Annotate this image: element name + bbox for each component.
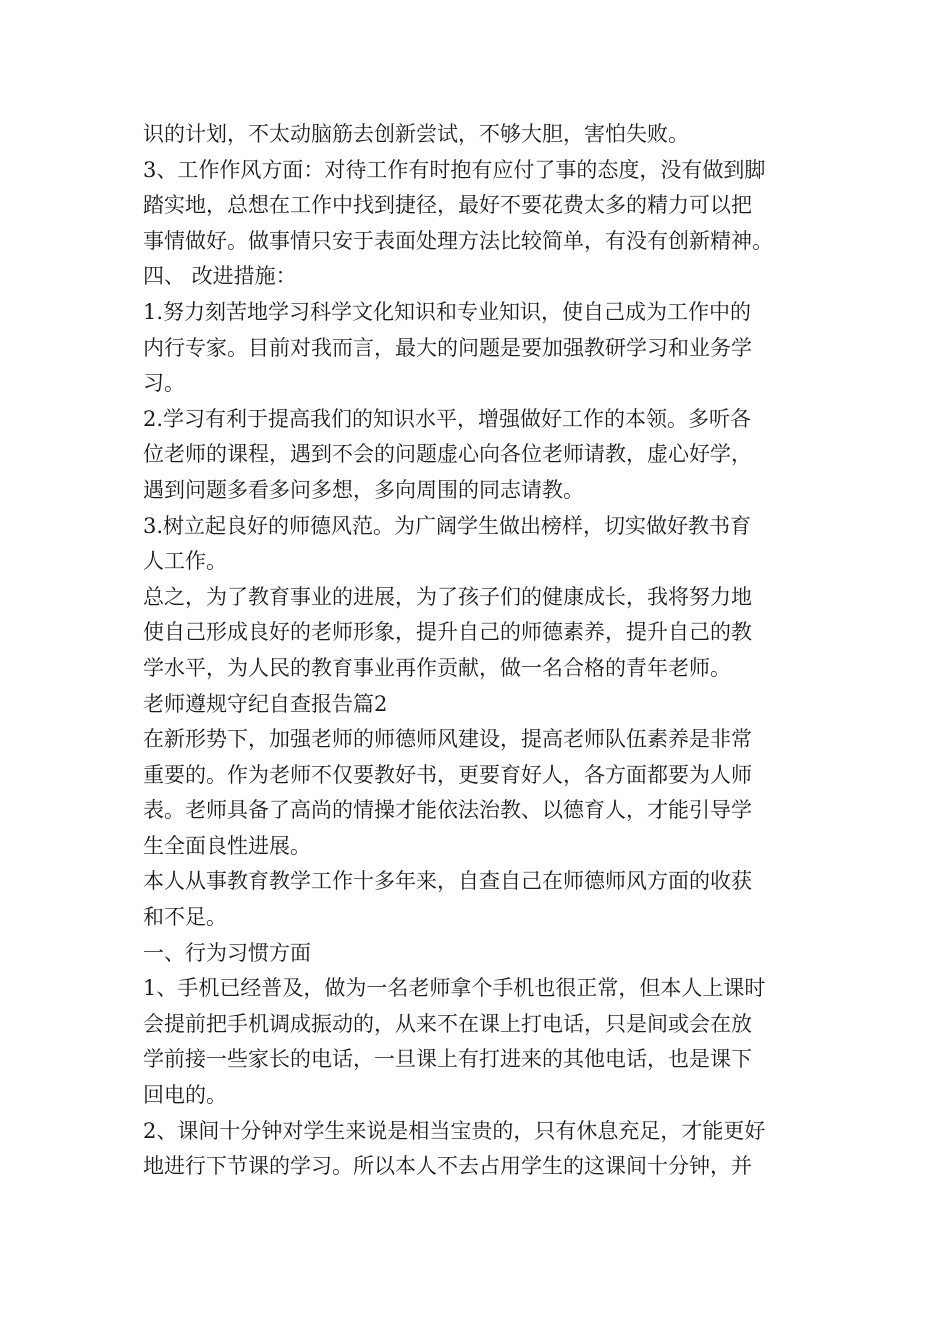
text-line: 踏实地，总想在工作中找到捷径，最好不要花费太多的精力可以把 — [143, 193, 752, 218]
text-line: 地进行下节课的学习。所以本人不去占用学生的这课间十分钟，并 — [143, 1154, 752, 1179]
text-line: 1、手机已经普及，做为一名老师拿个手机也很正常，但本人上课时 — [143, 976, 766, 1001]
document-body — [143, 117, 809, 1185]
text-line: 本人从事教育教学工作十多年来，自查自己在师德师风方面的收获 — [143, 869, 752, 894]
text-line: 重要的。作为老师不仅要教好书，更要育好人，各方面都要为人师 — [143, 762, 752, 787]
text-line: 3.树立起良好的师德风范。为广阔学生做出榜样，切实做好教书育 — [143, 513, 752, 538]
text-line: 2、课间十分钟对学生来说是相当宝贵的，只有休息充足，才能更好 — [143, 1118, 766, 1143]
text-line: 内行专家。目前对我而言，最大的问题是要加强教研学习和业务学 — [143, 335, 752, 360]
text-line: 一、行为习惯方面 — [143, 940, 311, 965]
text-line: 生全面良性进展。 — [143, 833, 311, 858]
text-line: 使自己形成良好的老师形象，提升自己的师德素养，提升自己的教 — [143, 620, 752, 645]
text-line: 1.努力刻苦地学习科学文化知识和专业知识，使自己成为工作中的 — [143, 299, 752, 324]
text-line: 事情做好。做事情只安于表面处理方法比较简单，有没有创新精神。 — [143, 228, 773, 253]
text-line: 老师遵规守纪自查报告篇2 — [143, 691, 388, 716]
text-line: 表。老师具备了高尚的情操才能依法治教、以德育人，才能引导学 — [143, 798, 752, 823]
text-line: 遇到问题多看多问多想，多向周围的同志请教。 — [143, 477, 584, 502]
text-line: 识的计划，不太动脑筋去创新尝试，不够大胆，害怕失败。 — [143, 122, 689, 146]
text-line: 学前接一些家长的电话，一旦课上有打进来的其他电话，也是课下 — [143, 1047, 752, 1072]
text-line: 会提前把手机调成振动的，从来不在课上打电话，只是间或会在放 — [143, 1011, 752, 1036]
text-line: 在新形势下，加强老师的师德师风建设，提高老师队伍素养是非常 — [143, 727, 752, 752]
text-line: 位老师的课程，遇到不会的问题虚心向各位老师请教，虚心好学， — [143, 442, 752, 467]
text-line: 3、工作作风方面：对待工作有时抱有应付了事的态度，没有做到脚 — [143, 157, 766, 182]
text-line: 2.学习有利于提高我们的知识水平，增强做好工作的本领。多听各 — [143, 406, 752, 431]
text-line: 回电的。 — [143, 1083, 227, 1108]
text-line: 和不足。 — [143, 905, 227, 930]
text-line: 习。 — [143, 371, 185, 396]
text-line: 学水平，为人民的教育事业再作贡献，做一名合格的青年老师。 — [143, 655, 731, 680]
text-line: 总之，为了教育事业的进展，为了孩子们的健康成长，我将努力地 — [143, 584, 752, 609]
text-line: 四、 改进措施： — [143, 264, 297, 289]
text-line: 人工作。 — [143, 549, 227, 574]
